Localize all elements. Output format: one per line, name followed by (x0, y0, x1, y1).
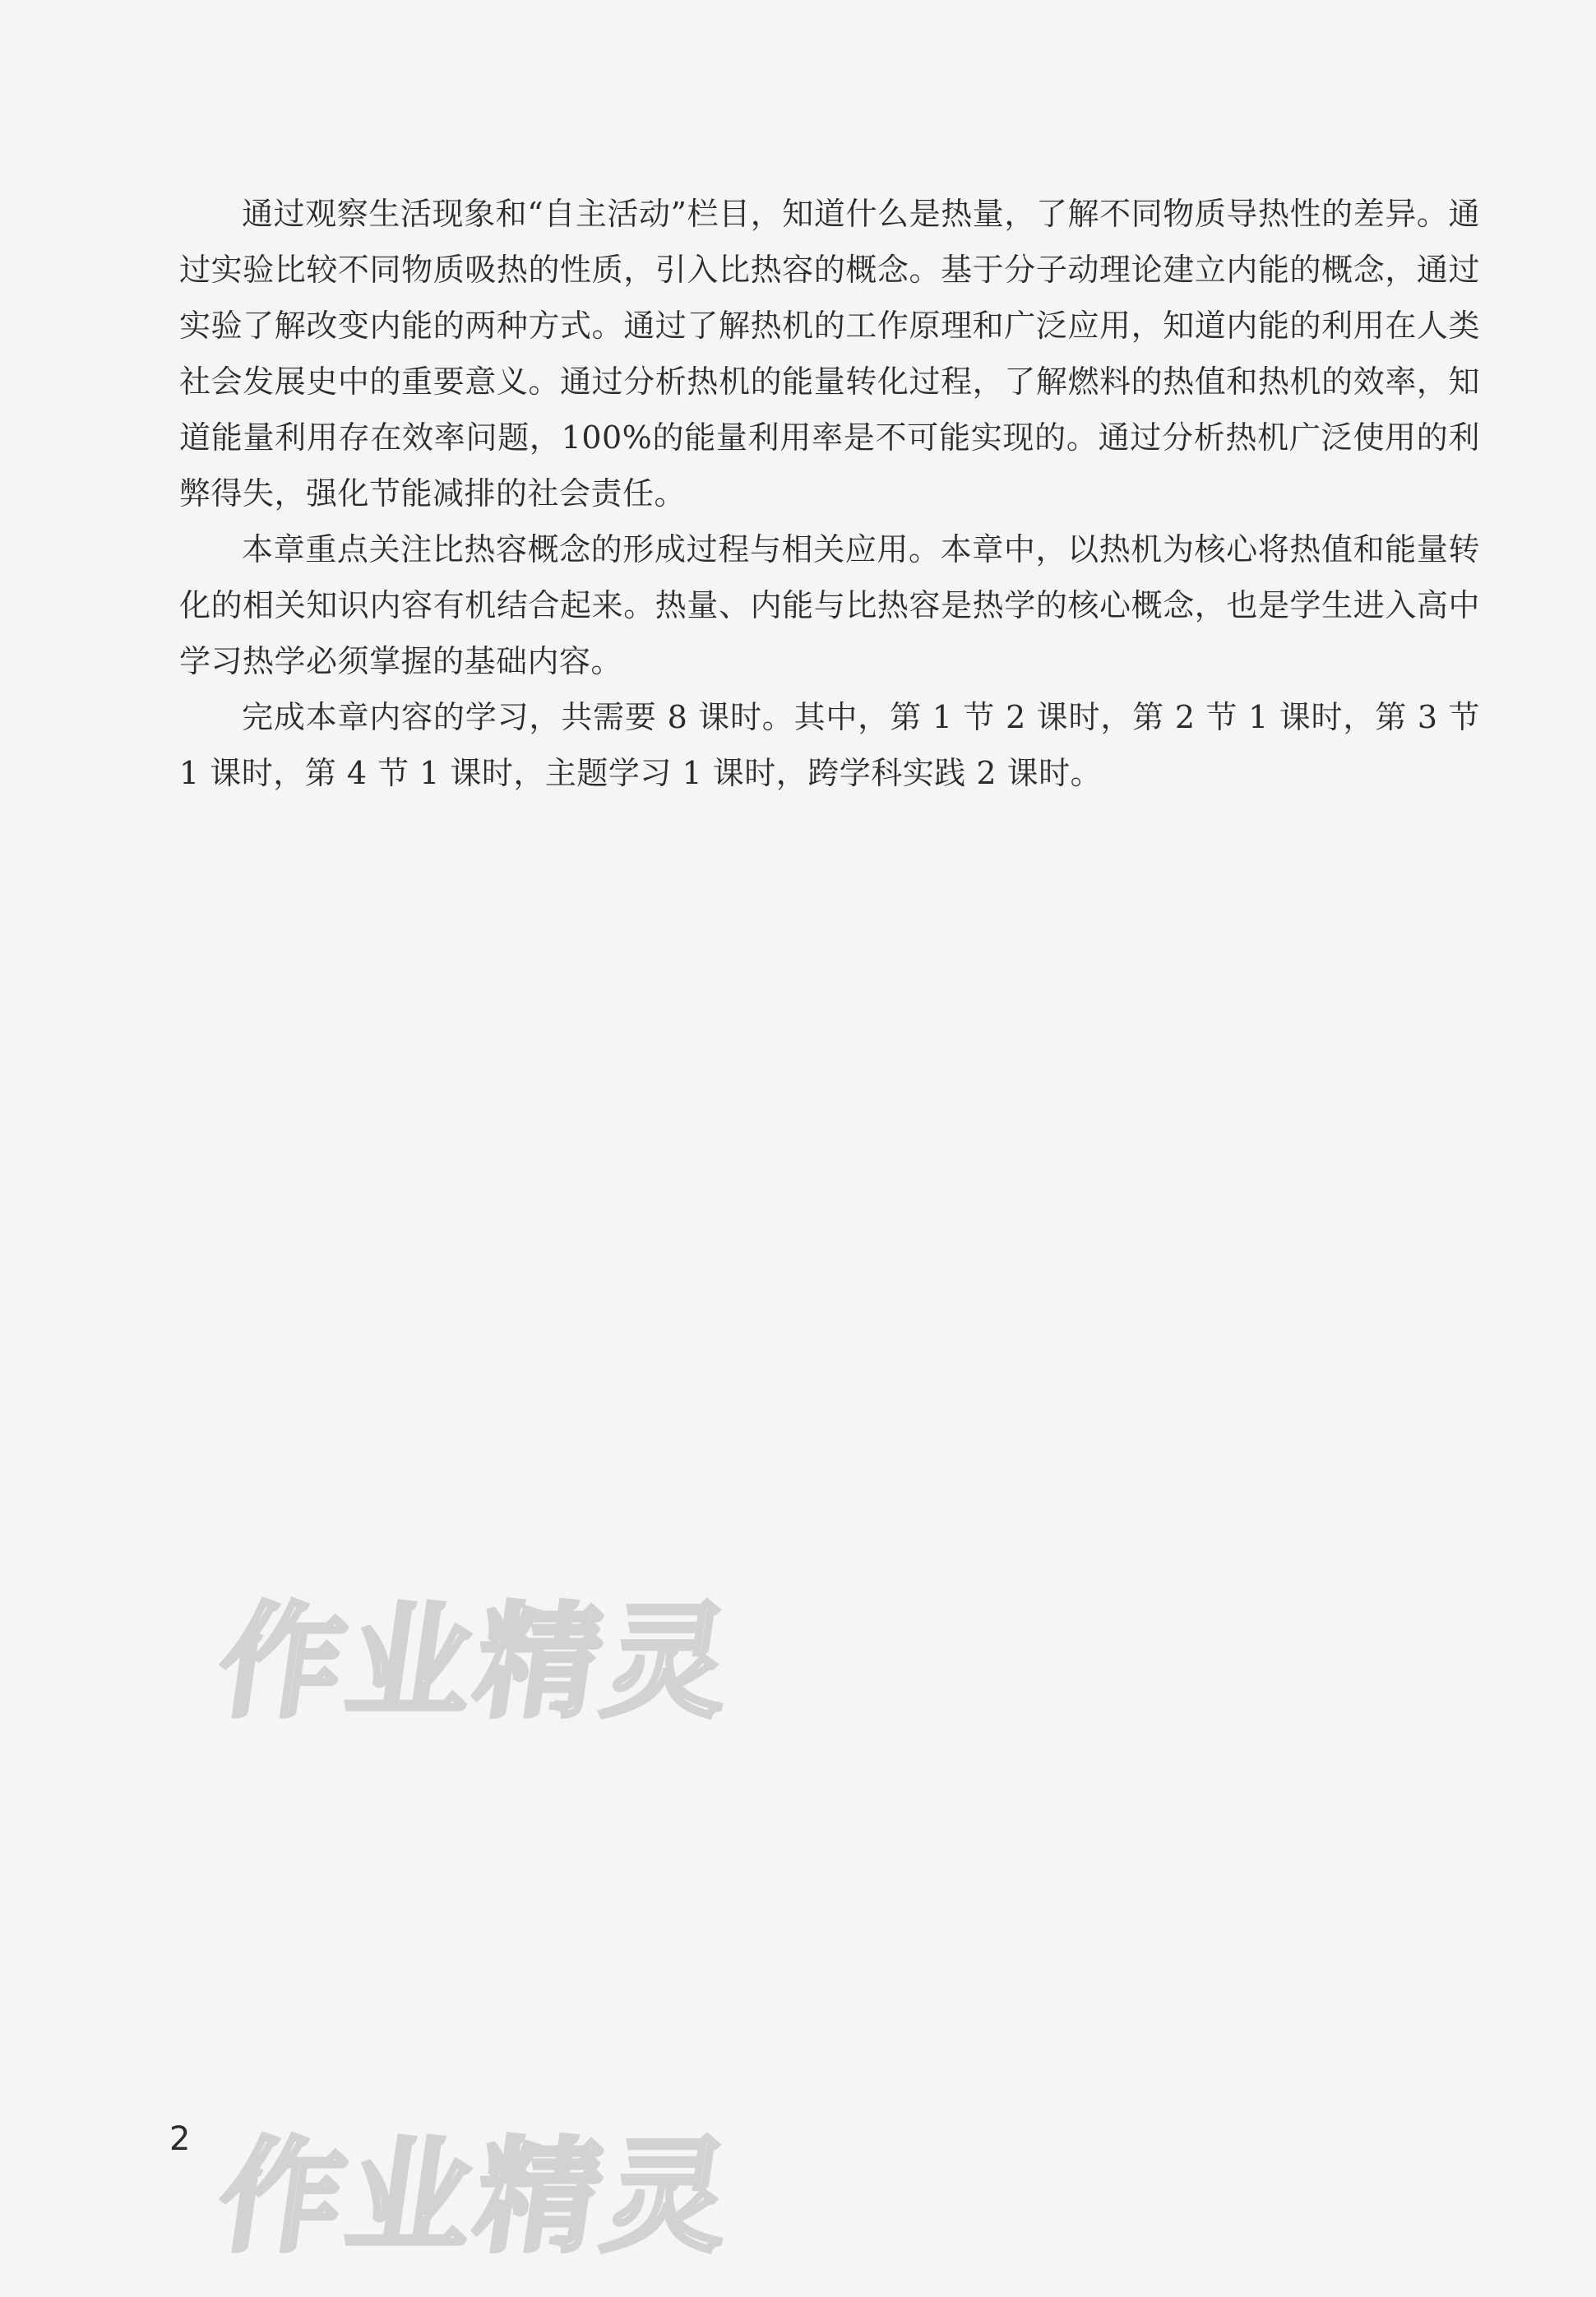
body-text (179, 186, 1480, 801)
page-number: 2 (169, 2120, 191, 2158)
paragraph-chapter-overview: 通过观察生活现象和“自主活动”栏目，知道什么是热量，了解不同物质导热性的差异。通过实验比较不同物质吸热的性质，引入比热容的概念。基于分子动理论建立内能的概念，通过实验了解改变内能的两种方式。通过了解热机的工作原理和广泛应用，知道内能的利用在人类社会发展史中的重要意义。通过分析热机的能量转化过程，了解燃料的热值和热机的效率，知道能量利用存在效率问题，100%的能量利用率是不可能实现的。通过分析热机广泛使用的利弊得失，强化节能减排的社会责任。 (179, 196, 1480, 512)
watermark-bottom: 作业精灵 (210, 2126, 744, 2269)
paragraph-class-hours: 完成本章内容的学习，共需要 8 课时。其中，第 1 节 2 课时，第 2 节 1 课时，第 3 节 1 课时，第 4 节 1 课时，主题学习 1 课时，跨学科实践 2 课时。 (179, 699, 1480, 791)
paragraph-chapter-focus: 本章重点关注比热容概念的形成过程与相关应用。本章中，以热机为核心将热值和能量转化的相关知识内容有机结合起来。热量、内能与比热容是热学的核心概念，也是学生进入高中学习热学必须掌握的基础内容。 (179, 531, 1480, 679)
watermark-middle: 作业精灵 (210, 1591, 744, 1734)
